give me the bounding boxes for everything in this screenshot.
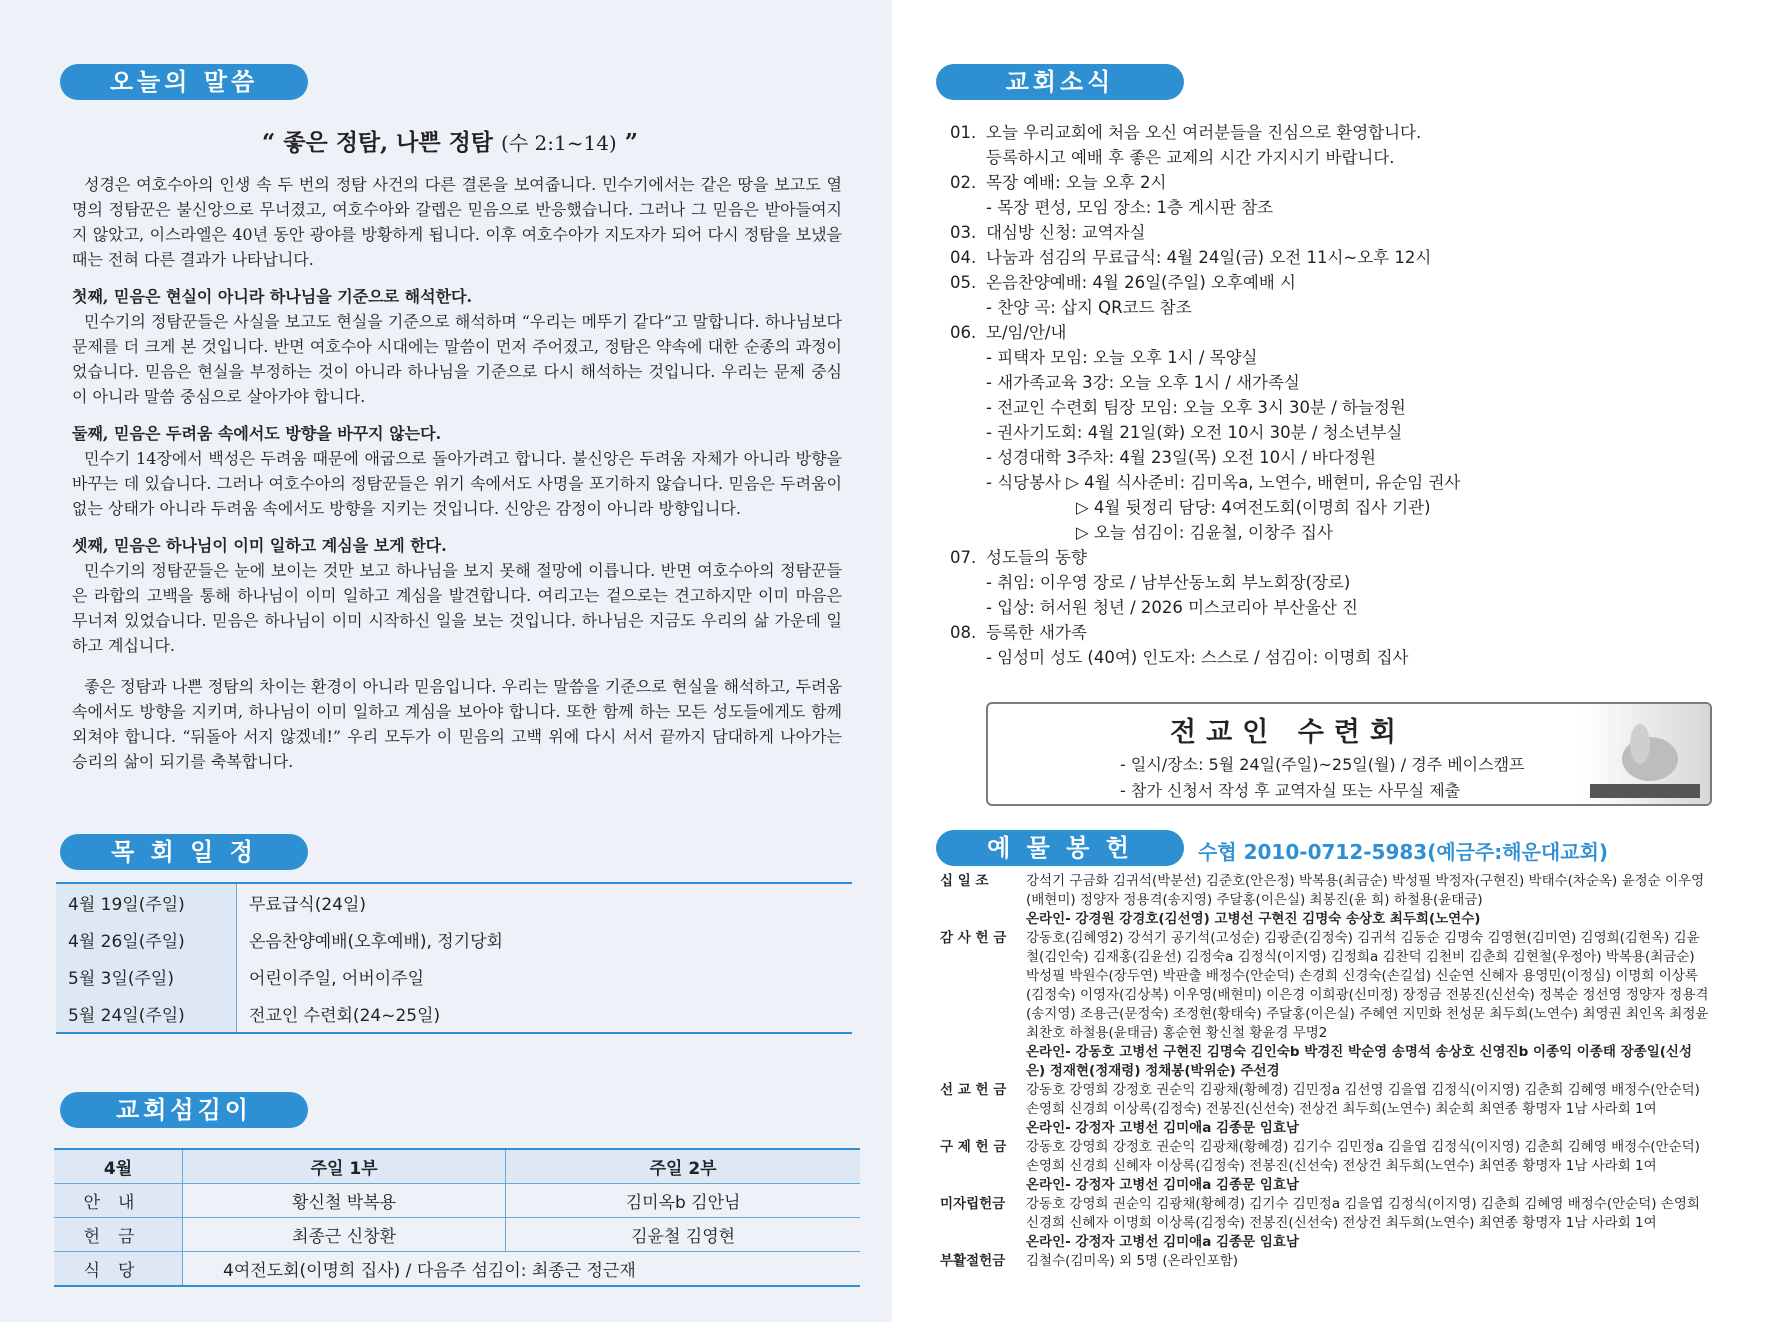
sermon-body: [72, 172, 842, 784]
offering-names: [1026, 872, 1710, 929]
offering-names: [1026, 1195, 1710, 1252]
offering-type: 구 제 헌 금: [940, 1139, 1007, 1155]
news-text: 모/임/안/내: [986, 323, 1067, 342]
retreat-line: - 일시/장소: 5월 24일(주일)~25일(월) / 경주 베이스캠프: [1120, 755, 1525, 774]
service-month: 4월: [54, 1149, 183, 1184]
sermon-intro: 성경은 여호수아의 인생 속 두 번의 정탐 사건의 다른 결론을 보여줍니다. 민수기에서는 같은 땅을 보고도 열 명의 정탐꾼은 불신앙으로 무너졌고, 여호수아와 갈렙은 믿음으로 반응했습니다. 그러나 그 믿음은 받아들여지지 않았고, 이스라엘은 40년 동안 광야를 방황하게 됩니다. 이후 여호수아가 지도자가 되어 다시 정탐을 보냈을 때는 전혀 다른 결과가 나타납니다.: [72, 175, 842, 269]
sermon-point-3: 민수기의 정탐꾼들은 눈에 보이는 것만 보고 하나님을 보지 못해 절망에 이릅니다. 반면 여호수아의 정탐꾼들은 라합의 고백을 통해 하나님이 이미 일하고 계심을 발견합니다. 여리고는 겉으로는 견고하지만 이미 마음은 무너져 있었습니다. 믿음은 하나님이 이미 시작하신 일을 보는 것입니다. 하나님은 지금도 우리의 삶 가운데 일하고 계십니다.: [72, 561, 842, 655]
offering-names: [1026, 929, 1710, 1081]
schedule-table: [56, 882, 852, 1034]
offering-names: [1026, 1138, 1710, 1195]
news-sub: - 취임: 이우영 장로 / 남부산동노회 부노회장(장로): [986, 573, 1351, 592]
schedule-event: 온음찬양예배(오후예배), 정기당회: [249, 932, 503, 952]
news-text: 오늘 우리교회에 처음 오신 여러분들을 진심으로 환영합니다.: [986, 123, 1422, 142]
offering-names: [1026, 1081, 1710, 1138]
news-sub: ▷ 4월 뒷정리 담당: 4여전도회(이명희 집사 기관): [1076, 498, 1431, 517]
list-item: [950, 270, 1450, 295]
news-text: 온음찬양예배: 4월 26일(주일) 오후예배 시: [986, 273, 1296, 292]
service-cell: 김윤철 김영현: [506, 1218, 860, 1252]
schedule-date: 5월 3일(주일): [56, 958, 237, 995]
retreat-title: 전교인 수련회: [1170, 717, 1406, 748]
service-cell: 최종근 신창환: [183, 1218, 506, 1252]
offering-online: 온라인- 강정자 고병선 김미애a 김종문 임효남: [1026, 1234, 1299, 1250]
schedule-date: 4월 19일(주일): [56, 883, 237, 921]
news-sub: - 전교인 수련회 팀장 모임: 오늘 오후 3시 30분 / 하늘정원: [986, 398, 1406, 417]
list-item: [940, 1252, 1710, 1271]
offering-account: 수협 2010-0712-5983(예금주:해운대교회): [1198, 840, 1609, 864]
service-table: [54, 1148, 860, 1287]
service-col1-header: 주일 1부: [183, 1149, 506, 1184]
schedule-event: 전교인 수련회(24~25일): [249, 1006, 441, 1026]
list-item: [940, 872, 1710, 929]
news-sub: - 새가족교육 3강: 오늘 오후 1시 / 새가족실: [986, 373, 1300, 392]
list-item: [950, 320, 1450, 345]
news-number: 02.: [950, 173, 977, 192]
offering-online: 온라인- 강정자 고병선 김미애a 김종문 임효남: [1026, 1177, 1299, 1193]
sermon-point-1-heading: 첫째, 믿음은 현실이 아니라 하나님을 기준으로 해석한다.: [72, 287, 473, 306]
list-item: [950, 545, 1450, 570]
news-sub: - 임성미 성도 (40여) 인도자: 스스로 / 섬김이: 이명희 집사: [986, 648, 1409, 667]
list-item: [950, 170, 1450, 195]
sermon-title: [60, 124, 840, 157]
offering-names-text: 강동호 강영희 권순익 김광채(황혜경) 김기수 김민정a 김을엽 김정식(이지영) 김춘희 김혜영 배정수(안순덕) 손영희 신경희 신혜자 이명희 이상록(김정숙) 전봉진(신선숙) 전상건 최두희(노연수) 최연종 황명자 1남 사라회 1여: [1026, 1196, 1700, 1231]
list-item: [940, 1195, 1710, 1252]
news-sub: 등록하시고 예배 후 좋은 교제의 시간 가지시기 바랍니다.: [986, 148, 1395, 167]
praying-hands-image: [1580, 704, 1710, 804]
news-sub: - 찬양 곡: 삽지 QR코드 참조: [986, 298, 1192, 317]
schedule-event: 어린이주일, 어버이주일: [249, 969, 425, 989]
service-col2-header: 주일 2부: [506, 1149, 860, 1184]
news-sub: - 식당봉사 ▷ 4월 식사준비: 김미옥a, 노연수, 배현미, 유순임 권사: [986, 473, 1461, 492]
table-row: [56, 958, 852, 995]
list-item: [940, 929, 1710, 1081]
news-sub: - 권사기도회: 4월 21일(화) 오전 10시 30분 / 청소년부실: [986, 423, 1403, 442]
offering-online: 온라인- 강경원 강경호(김선영) 고병선 구현진 김명숙 송상호 최두희(노연수): [1026, 911, 1481, 927]
table-row: [56, 921, 852, 958]
offering-online: 온라인- 강동호 고병선 구현진 김명숙 김인숙b 박경진 박순영 송명석 송상호 신영진b 이종익 이종태 장종일(신성은) 정재현(정재령) 정채봉(박위순) 주선경: [1026, 1044, 1693, 1079]
list-item: [940, 1138, 1710, 1195]
list-item: [950, 245, 1450, 270]
service-cell: 황신철 박복용: [183, 1184, 506, 1218]
service-meal: 4여전도회(이명희 집사) / 다음주 섬김이: 최종근 정근재: [183, 1252, 861, 1287]
offering-type: 선 교 헌 금: [940, 1082, 1007, 1098]
table-row: [54, 1184, 860, 1218]
news-number: 03.: [950, 223, 977, 242]
sermon-reference: (수 2:1~14): [501, 131, 617, 155]
news-text: 성도들의 동향: [986, 548, 1087, 567]
news-number: 06.: [950, 323, 977, 342]
table-row: [54, 1252, 860, 1287]
sermon-point-3-heading: 셋째, 믿음은 하나님이 이미 일하고 계심을 보게 한다.: [72, 536, 447, 555]
sermon-title-close: ”: [624, 129, 638, 156]
service-row-label: 헌금: [54, 1218, 183, 1252]
news-text: 등록한 새가족: [986, 623, 1087, 642]
offering-online: 온라인- 강정자 고병선 김미애a 김종문 임효남: [1026, 1120, 1299, 1136]
offering-names-text: 강석기 구금화 김귀석(박분선) 김준호(안은정) 박복용(최금순) 박성필 박정자(구현진) 박태수(차순옥) 윤정순 이우영(배현미) 정양자 정용격(송지영) 주달홍(이은실) 최봉진(윤 희) 하철용(윤태금): [1026, 873, 1705, 908]
news-sub: ▷ 오늘 섬김이: 김윤철, 이창주 집사: [1076, 523, 1333, 542]
list-item: [950, 620, 1450, 645]
news-sub: - 피택자 모임: 오늘 오후 1시 / 목양실: [986, 348, 1258, 367]
list-item: [940, 1081, 1710, 1138]
sermon-title-text: “ 좋은 정탐, 나쁜 정탐: [262, 129, 494, 156]
news-number: 07.: [950, 548, 977, 567]
schedule-date: 5월 24일(주일): [56, 995, 237, 1033]
news-sub: - 성경대학 3주차: 4월 23일(목) 오전 10시 / 바다정원: [986, 448, 1376, 467]
sermon-point-2: 민수기 14장에서 백성은 두려움 때문에 애굽으로 돌아가려고 합니다. 불신앙은 두려움 자체가 아니라 방향을 바꾸는 데 있습니다. 그러나 여호수아의 정탐꾼들은 위기 속에서도 사명을 포기하지 않습니다. 믿음은 두려움이 없는 상태가 아니라 두려움 속에서도 방향을 지키는 것입니다. 신앙은 감정이 아니라 방향입니다.: [72, 449, 842, 518]
service-row-label: 안내: [54, 1184, 183, 1218]
offering-type: 미자립헌금: [940, 1196, 1006, 1212]
news-number: 04.: [950, 248, 977, 267]
section-schedule-title: 목 회 일 정: [60, 834, 308, 870]
offering-names-text: 강동호 강영희 강정호 권순익 김광채(황혜경) 김기수 김민정a 김을엽 김정식(이지영) 김춘희 김혜영 배정수(안순덕) 손영희 신경희 신혜자 이상록(김정숙) 전봉진(신선숙) 전상건 최두희(노연수) 최연종 황명자 1남 사라회 1여: [1026, 1139, 1700, 1174]
list-item: [950, 220, 1450, 245]
news-list: [950, 120, 1461, 670]
table-header-row: [54, 1149, 860, 1184]
offering-type: 부활절헌금: [940, 1253, 1006, 1269]
news-text: 대심방 신청: 교역자실: [986, 223, 1146, 242]
offering-list: [940, 872, 1710, 1271]
list-item: [950, 120, 1450, 145]
table-row: [54, 1218, 860, 1252]
service-row-label: 식당: [54, 1252, 183, 1287]
table-row: [56, 995, 852, 1033]
section-news-title: 교회소식: [936, 64, 1184, 100]
offering-names-text: 강동호(김혜영2) 강석기 공기석(고성순) 김광준(김정숙) 김귀석 김동순 김명숙 김영현(김미연) 김영희(김현옥) 김윤철(김인숙) 김재홍(김윤선) 김정숙a 김정식(이지영) 김정희a 김찬덕 김천비 김춘희 김현철(우정아) 박복용(최금순) 박성필 박원수(장두연) 박판출 배정수(안순덕) 손경희 신경숙(손길섭) 신순연 신혜자 용영민(이정심) 이명희 이상록(김정숙) 이영자(김상복) 이우영(배현미) 이은경 이희광(신미정) 장정금 전봉진(신선숙) 정복순 정선영 정양자 정용격(송지영) 조용근(문정숙) 조정현(황태숙) 주달홍(이은실) 주혜연 지민화 천성문 최두희(노연수) 최영권 최인옥 최정윤 최찬호 하철용(윤태금) 홍순현 황신철 황윤경 무명2: [1026, 930, 1709, 1041]
service-cell: 김미옥b 김안님: [506, 1184, 860, 1218]
section-service-title: 교회섬김이: [60, 1092, 308, 1128]
news-number: 05.: [950, 273, 977, 292]
news-number: 01.: [950, 123, 977, 142]
retreat-box: [986, 702, 1712, 806]
news-text: 나눔과 섬김의 무료급식: 4월 24일(금) 오전 11시~오후 12시: [986, 248, 1432, 267]
offering-names-text: 김철수(김미옥) 외 5명 (온라인포함): [1026, 1253, 1239, 1269]
sermon-point-1: 민수기의 정탐꾼들은 사실을 보고도 현실을 기준으로 해석하며 “우리는 메뚜기 같다”고 말합니다. 하나님보다 문제를 더 크게 본 것입니다. 반면 여호수아 시대에는 말씀이 먼저 주어졌고, 정탐은 약속에 대한 순종의 과정이었습니다. 믿음은 현실을 부정하는 것이 아니라 하나님을 기준으로 다시 해석하는 것입니다. 우리는 문제 중심이 아니라 말씀 중심으로 살아가야 합니다.: [72, 312, 842, 406]
schedule-event: 무료급식(24일): [249, 895, 367, 915]
news-sub: - 목장 편성, 모임 장소: 1층 게시판 참조: [986, 198, 1274, 217]
retreat-line: - 참가 신청서 작성 후 교역자실 또는 사무실 제출: [1120, 781, 1461, 800]
section-word-title: 오늘의 말씀: [60, 64, 308, 100]
schedule-date: 4월 26일(주일): [56, 921, 237, 958]
section-offering-title: 예 물 봉 헌: [936, 830, 1184, 866]
offering-type: 감 사 헌 금: [940, 930, 1007, 946]
news-number: 08.: [950, 623, 977, 642]
offering-type: 십 일 조: [940, 873, 989, 889]
news-text: 목장 예배: 오늘 오후 2시: [986, 173, 1167, 192]
sermon-conclusion: 좋은 정탐과 나쁜 정탐의 차이는 환경이 아니라 믿음입니다. 우리는 말씀을 기준으로 현실을 해석하고, 두려움 속에서도 방향을 지키며, 하나님이 이미 일하고 계심을 보아야 합니다. 또한 함께 하는 모든 성도들에게도 함께 외쳐야 합니다. “뒤돌아 서지 않겠네!” 우리 모두가 이 믿음의 고백 위에 다시 서서 끝까지 담대하게 나아가는 승리의 삶이 되기를 축복합니다.: [72, 677, 842, 771]
table-row: [56, 883, 852, 921]
offering-names-text: 강동호 강영희 강정호 권순익 김광채(황혜경) 김민정a 김선영 김을엽 김정식(이지영) 김춘희 김혜영 배정수(안순덕) 손영희 신경희 이상록(김정숙) 전봉진(신선숙) 전상건 최두희(노연수) 최순희 최연종 황명자 1남 사라회 1여: [1026, 1082, 1700, 1117]
sermon-point-2-heading: 둘째, 믿음은 두려움 속에서도 방향을 바꾸지 않는다.: [72, 424, 442, 443]
news-sub: - 입상: 허서원 청년 / 2026 미스코리아 부산울산 진: [986, 598, 1358, 617]
